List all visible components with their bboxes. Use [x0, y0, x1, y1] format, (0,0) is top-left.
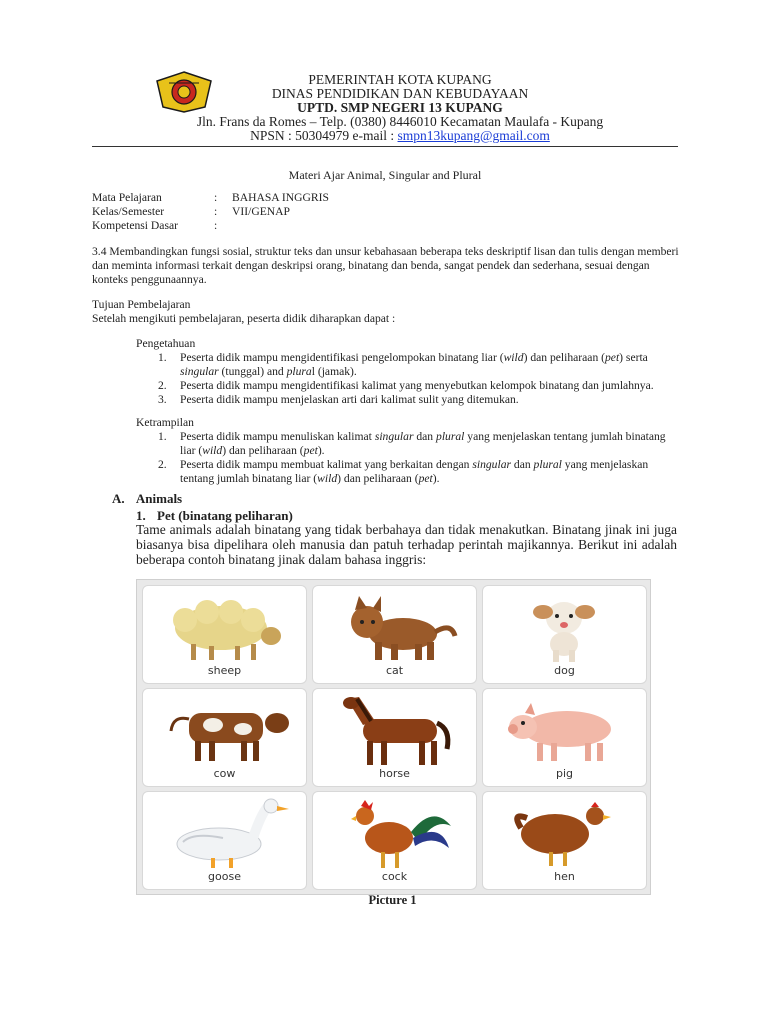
- text-italic: plural: [436, 430, 465, 443]
- text-italic: plura: [286, 365, 312, 378]
- meta-label: Kompetensi Dasar: [92, 219, 178, 232]
- animal-caption: horse: [379, 767, 410, 780]
- animal-caption: cat: [385, 664, 404, 677]
- animal-card-cat: [312, 585, 477, 684]
- animal-caption: goose: [208, 870, 241, 883]
- tujuan-intro: Setelah mengikuti pembelajaran, peserta didik diharapkan dapat :: [92, 312, 396, 325]
- list-number: 2.: [158, 458, 167, 471]
- meta-sep: :: [214, 219, 218, 232]
- meta-value: VII/GENAP: [232, 205, 290, 218]
- header-department: DINAS PENDIDIKAN DAN KEBUDAYAAN: [271, 86, 529, 101]
- header-address: Jln. Frans da Romes – Telp. (0380) 8446010 Kecamatan Maulafa - Kupang: [196, 114, 604, 129]
- section-heading: [112, 491, 182, 507]
- animal-caption: sheep: [207, 664, 242, 677]
- ketrampilan-list: [158, 430, 672, 486]
- header-school-name: UPTD. SMP NEGERI 13 KUPANG: [297, 100, 503, 115]
- list-item: [158, 379, 672, 393]
- tujuan-heading: Tujuan Pembelajaran: [92, 298, 191, 311]
- header-rule: [92, 146, 678, 147]
- text: Peserta didik mampu mengidentifikasi pengelompokan binatang liar (: [180, 351, 504, 364]
- sheep-icon: [153, 592, 296, 664]
- header-npsn: [150, 128, 650, 143]
- animal-caption: hen: [554, 870, 575, 883]
- list-number: 2.: [158, 379, 167, 392]
- section-paragraph: Tame animals adalah binatang yang tidak berbahaya dan tidak menakutkan. Binatang jinak ini juga biasanya bisa dipelihara oleh manusia dan patuh terhadap perintah majikannya. Berikut ini adalah beberapa contoh binatang jinak dalam bahasa inggris:: [136, 522, 677, 567]
- text: Peserta didik mampu menuliskan kalimat: [180, 430, 375, 443]
- list-number: 3.: [158, 393, 167, 406]
- text: ).: [432, 472, 440, 485]
- meta-label: Mata Pelajaran: [92, 191, 162, 204]
- text-italic: wild: [317, 472, 338, 485]
- text: Peserta didik mampu menjelaskan arti dari kalimat sulit yang ditemukan.: [180, 393, 519, 406]
- text: ) dan peliharaan (: [523, 351, 605, 364]
- text: l (jamak).: [311, 365, 357, 378]
- animal-card-pig: [482, 688, 647, 787]
- ketrampilan-heading: Ketrampilan: [136, 416, 194, 429]
- animal-card-horse: [312, 688, 477, 787]
- cat-icon: [323, 592, 466, 664]
- animal-card-cock: [312, 791, 477, 890]
- text-italic: singular: [374, 430, 414, 443]
- text: dan: [413, 430, 437, 443]
- text-italic: singular: [180, 365, 219, 378]
- list-item: [158, 458, 672, 486]
- animal-picture-grid: [136, 579, 651, 895]
- section-title: Animals: [135, 491, 183, 506]
- text-italic: plural: [533, 458, 562, 471]
- section-letter: A.: [112, 491, 125, 506]
- meta-sep: :: [214, 205, 218, 218]
- text: ) serta: [619, 351, 648, 364]
- hen-icon: [493, 798, 636, 870]
- text: yang menjelaskan tentang jumlah binatang liar (: [180, 458, 649, 485]
- picture-caption: Picture 1: [368, 893, 417, 907]
- text-italic: pet: [418, 472, 433, 485]
- text: yang menjelaskan tentang jumlah binatang liar (: [180, 430, 666, 457]
- animal-caption: cock: [381, 870, 408, 883]
- list-item: [158, 393, 672, 407]
- email-link[interactable]: smpn13kupang@gmail.com: [397, 128, 550, 143]
- list-number: 1.: [158, 351, 167, 364]
- kd-paragraph: 3.4 Membandingkan fungsi sosial, struktur teks dan unsur kebahasaan beberapa teks deskriptif lisan dan tulis dengan memberi dan meminta informasi terkait dengan deskripsi orang, binatang dan benda, sangat pendek dan sederhana, sesuai dengan konteks penggunaannya.: [92, 245, 679, 286]
- goose-icon: [153, 798, 296, 870]
- animal-card-dog: [482, 585, 647, 684]
- text: ) dan peliharaan (: [222, 444, 304, 457]
- cock-icon: [323, 798, 466, 870]
- animal-card-goose: [142, 791, 307, 890]
- animal-card-hen: [482, 791, 647, 890]
- text: Peserta didik mampu mengidentifikasi kalimat yang menyebutkan kelompok binatang dan jumlahnya.: [180, 379, 654, 392]
- horse-icon: [323, 695, 466, 767]
- list-item: [158, 430, 672, 458]
- text-italic: pet: [605, 351, 620, 364]
- animal-card-sheep: [142, 585, 307, 684]
- meta-label: Kelas/Semester: [92, 205, 165, 218]
- text: (tunggal) and: [218, 365, 287, 378]
- text-italic: singular: [472, 458, 511, 471]
- npsn-text: NPSN : 50304979 e-mail :: [250, 128, 398, 143]
- meta-value: BAHASA INGGRIS: [232, 191, 329, 204]
- text-italic: wild: [503, 351, 524, 364]
- list-item: [158, 351, 672, 379]
- list-number: 1.: [158, 430, 167, 443]
- cow-icon: [153, 695, 296, 767]
- document-title: Materi Ajar Animal, Singular and Plural: [288, 168, 482, 182]
- dog-icon: [493, 592, 636, 664]
- animal-caption: pig: [555, 767, 574, 780]
- animal-card-cow: [142, 688, 307, 787]
- header-government: PEMERINTAH KOTA KUPANG: [308, 72, 492, 87]
- text-italic: wild: [202, 444, 223, 457]
- text: ).: [317, 444, 325, 457]
- text: Peserta didik mampu membuat kalimat yang berkaitan dengan: [180, 458, 473, 471]
- meta-sep: :: [214, 191, 218, 204]
- animal-caption: cow: [213, 767, 236, 780]
- text: dan: [511, 458, 534, 471]
- subsection-title: Pet (binatang peliharan): [157, 508, 293, 523]
- pig-icon: [493, 695, 636, 767]
- pengetahuan-heading: Pengetahuan: [136, 337, 196, 350]
- text-italic: pet: [303, 444, 318, 457]
- subsection-number: 1.: [136, 508, 146, 523]
- animal-caption: dog: [554, 664, 575, 677]
- pengetahuan-list: [158, 351, 672, 407]
- text: ) dan peliharaan (: [337, 472, 419, 485]
